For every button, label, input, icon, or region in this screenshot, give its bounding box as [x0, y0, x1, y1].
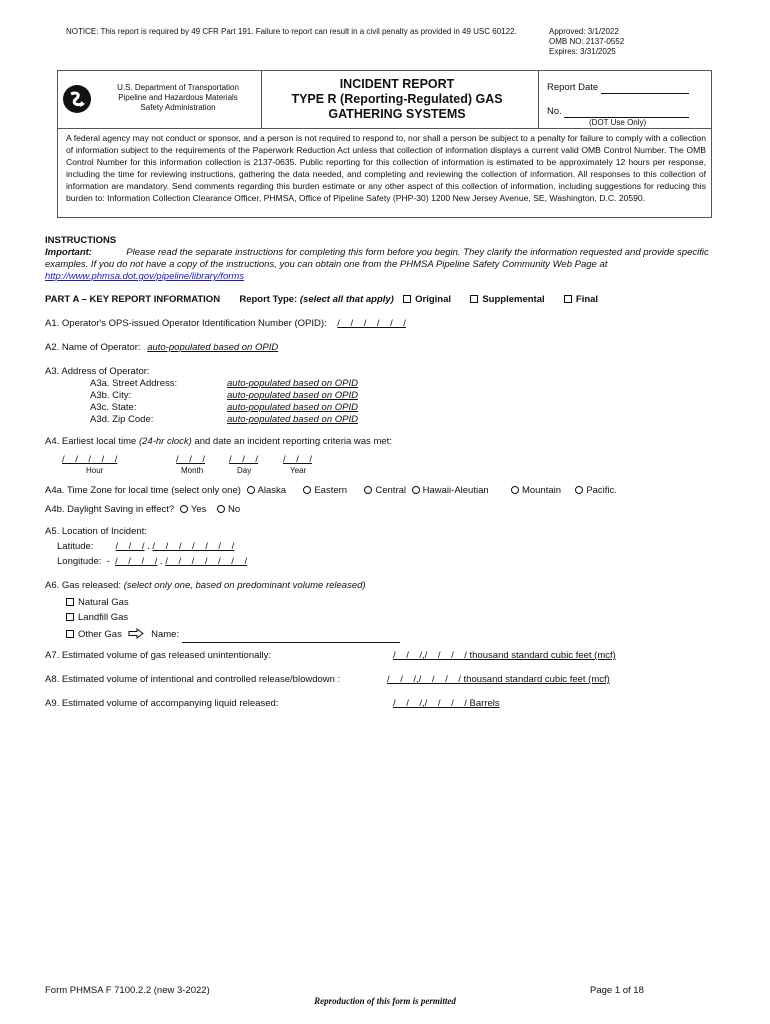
latitude-decimal-field[interactable]: / / / / / / /: [152, 541, 235, 552]
header-divider: [57, 128, 712, 129]
a2-label: A2. Name of Operator:: [45, 342, 141, 353]
latitude-label: Latitude:: [57, 541, 94, 552]
page-number: Page 1 of 18: [590, 985, 644, 996]
longitude-degrees-field[interactable]: / / / /: [115, 556, 158, 567]
a6-label-pre: A6. Gas released:: [45, 580, 122, 591]
tz-pacific-label: Pacific.: [586, 485, 617, 496]
a4-label-post: and date an incident reporting criteria was met:: [194, 436, 392, 447]
tz-pacific-radio[interactable]: [575, 486, 583, 494]
forms-link[interactable]: http://www.phmsa.dot.gov/pipeline/library/forms: [45, 271, 245, 282]
dot-use-only: (DOT Use Only): [589, 118, 647, 127]
a3d-label: A3d. Zip Code:: [90, 414, 154, 425]
a3a-row: [90, 378, 358, 390]
report-number-row[interactable]: [547, 106, 689, 118]
a4a-row: [45, 485, 617, 497]
tz-eastern-label: Eastern: [314, 485, 348, 496]
notice-text: NOTICE: This report is required by 49 CFR Part 191. Failure to report can result in a civil penalty as provided in 49 USC 60122.: [66, 27, 517, 36]
other-gas-checkbox[interactable]: [66, 630, 74, 638]
report-number-field[interactable]: [564, 107, 689, 118]
a9-label: A9. Estimated volume of accompanying liquid released:: [45, 698, 279, 709]
street-address-field[interactable]: auto-populated based on OPID: [227, 378, 358, 389]
month-field[interactable]: / / /: [176, 454, 206, 465]
supplemental-label: Supplemental: [482, 294, 545, 305]
original-checkbox[interactable]: [403, 295, 411, 303]
form-title: [262, 77, 532, 122]
paperwork-notice: A federal agency may not conduct or sponsor, and a person is not required to respond to, nor shall a person be subject to a penalty for failure to comply with a collection of information subject to the requirements of the Paperwork Reduction Act unless that collection of information displays a current valid OMB Control Number. The OMB Control Number for this information collection is 2137-0635. Public reporting for this collection of information is estimated to be approximately 12 hours per response, including the time for reviewing instructions, gathering the data needed, and completing and reviewing the collection of information. All responses to this collection of information are mandatory. Send comments regarding this burden estimate or any other aspect of this collection of information, including suggestions for reducing this burden to: Information Collection Clearance Officer, PHMSA, Office of Pipeline Safety (PHP-30) 1200 New Jersey Avenue, SE, Washington, D.C. 20590.: [66, 133, 706, 203]
a4-row: [45, 436, 392, 448]
report-type-label: Report Type:: [239, 294, 298, 305]
operator-name-field[interactable]: auto-populated based on OPID: [147, 342, 279, 353]
day-field[interactable]: / / /: [229, 454, 259, 465]
natural-gas-checkbox[interactable]: [66, 598, 74, 606]
a3-label: A3. Address of Operator:: [45, 366, 150, 377]
hour-caption: Hour: [86, 466, 104, 475]
a4-label-pre: A4. Earliest local time: [45, 436, 137, 447]
report-number-label: No.: [547, 106, 562, 117]
a3a-label: A3a. Street Address:: [90, 378, 178, 389]
important-label: Important:: [45, 247, 92, 258]
report-date-field[interactable]: [601, 83, 689, 94]
instructions-body: Please read the separate instructions for completing this form before you begin. They clarify the information requested and provide specific examples. If you do not have a copy of the instructions, you can obtain one from the PHMSA Pipeline Safety Community Web Page at: [45, 247, 709, 270]
longitude-minus: -: [106, 556, 110, 567]
landfill-gas-checkbox[interactable]: [66, 613, 74, 621]
opid-field[interactable]: / / / / / /: [337, 318, 406, 329]
year-field[interactable]: / / /: [283, 454, 313, 465]
landfill-gas-label: Landfill Gas: [78, 612, 129, 623]
tz-hawaii-label: Hawaii-Aleutian: [422, 485, 489, 496]
agency-line3: Safety Administration: [140, 103, 216, 112]
tz-central-radio[interactable]: [364, 486, 372, 494]
report-info-cell: [538, 70, 713, 128]
a3c-row: [90, 402, 358, 414]
original-label: Original: [415, 294, 452, 305]
arrow-right-icon: [128, 628, 144, 643]
a3c-label: A3c. State:: [90, 402, 137, 413]
natural-gas-option[interactable]: [66, 597, 129, 609]
instructions-heading: INSTRUCTIONS: [45, 235, 117, 246]
zip-code-field[interactable]: auto-populated based on OPID: [227, 414, 358, 425]
approval-block: [549, 27, 624, 57]
reproduction-note: Reproduction of this form is permitted: [314, 996, 456, 1006]
longitude-dot: .: [159, 556, 163, 567]
other-gas-label: Other Gas: [78, 629, 122, 640]
agency-name: [103, 83, 253, 113]
part-a-row: [45, 294, 598, 306]
latitude-dot: .: [147, 541, 150, 552]
agency-line1: U.S. Department of Transportation: [117, 83, 239, 92]
title-line2: TYPE R (Reporting-Regulated) GAS: [291, 92, 503, 106]
final-label: Final: [575, 294, 599, 305]
a1-label: A1. Operator's OPS-issued Operator Identification Number (OPID):: [45, 318, 327, 329]
a4b-row: [45, 504, 240, 516]
gas-name-field[interactable]: [182, 632, 400, 643]
hour-field[interactable]: / / / / /: [62, 454, 118, 465]
a5-label: A5. Location of Incident:: [45, 526, 147, 537]
dst-no-radio[interactable]: [217, 505, 225, 513]
expires-date: Expires: 3/31/2025: [549, 47, 616, 56]
a3-rows: [90, 378, 358, 426]
agency-line2: Pipeline and Hazardous Materials: [118, 93, 238, 102]
final-checkbox[interactable]: [564, 295, 572, 303]
a3b-label: A3b. City:: [90, 390, 132, 401]
form-number: Form PHMSA F 7100.2.2 (new 3-2022): [45, 985, 210, 996]
longitude-decimal-field[interactable]: / / / / / / /: [165, 556, 248, 567]
a4b-label: A4b. Daylight Saving in effect?: [45, 504, 175, 515]
dst-yes-label: Yes: [190, 504, 207, 515]
month-caption: Month: [181, 466, 204, 475]
blowdown-volume-field[interactable]: / / /,/ / / / thousand standard cubic feet (mcf): [387, 674, 610, 685]
tz-central-label: Central: [375, 485, 406, 496]
a7-label: A7. Estimated volume of gas released unintentionally:: [45, 650, 272, 661]
city-field[interactable]: auto-populated based on OPID: [227, 390, 358, 401]
omb-number: OMB NO: 2137-0552: [549, 37, 625, 46]
latitude-degrees-field[interactable]: / / /: [115, 541, 145, 552]
report-date-label: Report Date: [547, 82, 599, 93]
a4a-label: A4a. Time Zone for local time (select only one): [45, 485, 241, 496]
natural-gas-label: Natural Gas: [78, 597, 129, 608]
dst-yes-radio[interactable]: [180, 505, 188, 513]
gas-name-label: Name:: [151, 629, 180, 640]
landfill-gas-option[interactable]: [66, 612, 128, 624]
day-caption: Day: [237, 466, 252, 475]
dst-no-label: No: [228, 504, 241, 515]
title-line3: GATHERING SYSTEMS: [328, 107, 466, 121]
a3d-row: [90, 414, 358, 426]
report-date-row[interactable]: [547, 82, 689, 94]
tz-mountain-radio[interactable]: [511, 486, 519, 494]
longitude-label: Longitude:: [57, 556, 102, 567]
other-gas-option[interactable]: [66, 628, 400, 643]
latitude-row: [57, 541, 234, 553]
a6-row: [45, 580, 366, 592]
title-line1: INCIDENT REPORT: [339, 77, 455, 91]
liquid-volume-field[interactable]: / / /,/ / / / Barrels: [393, 698, 500, 709]
tz-eastern-radio[interactable]: [303, 486, 311, 494]
part-a-heading: PART A – KEY REPORT INFORMATION: [45, 294, 221, 305]
dot-logo-icon: [63, 85, 91, 113]
a1-row: [45, 318, 406, 330]
report-type-note: (select all that apply): [299, 294, 394, 305]
tz-hawaii-radio[interactable]: [412, 486, 420, 494]
longitude-row: [57, 556, 247, 568]
a8-label: A8. Estimated volume of intentional and controlled release/blowdown :: [45, 674, 341, 685]
a4-label-italic: (24-hr clock): [138, 436, 192, 447]
state-field[interactable]: auto-populated based on OPID: [227, 402, 358, 413]
instructions-text: [45, 247, 725, 283]
supplemental-checkbox[interactable]: [470, 295, 478, 303]
approved-date: Approved: 3/1/2022: [549, 27, 619, 36]
year-caption: Year: [290, 466, 307, 475]
tz-mountain-label: Mountain: [521, 485, 562, 496]
a3b-row: [90, 390, 358, 402]
agency-cell: [57, 70, 262, 128]
tz-alaska-label: Alaska: [257, 485, 287, 496]
a6-label-italic: (select only one, based on predominant volume released): [123, 580, 366, 591]
a2-row: [45, 342, 278, 354]
tz-alaska-radio[interactable]: [247, 486, 255, 494]
gas-released-volume-field[interactable]: / / /,/ / / / thousand standard cubic feet (mcf): [393, 650, 616, 661]
